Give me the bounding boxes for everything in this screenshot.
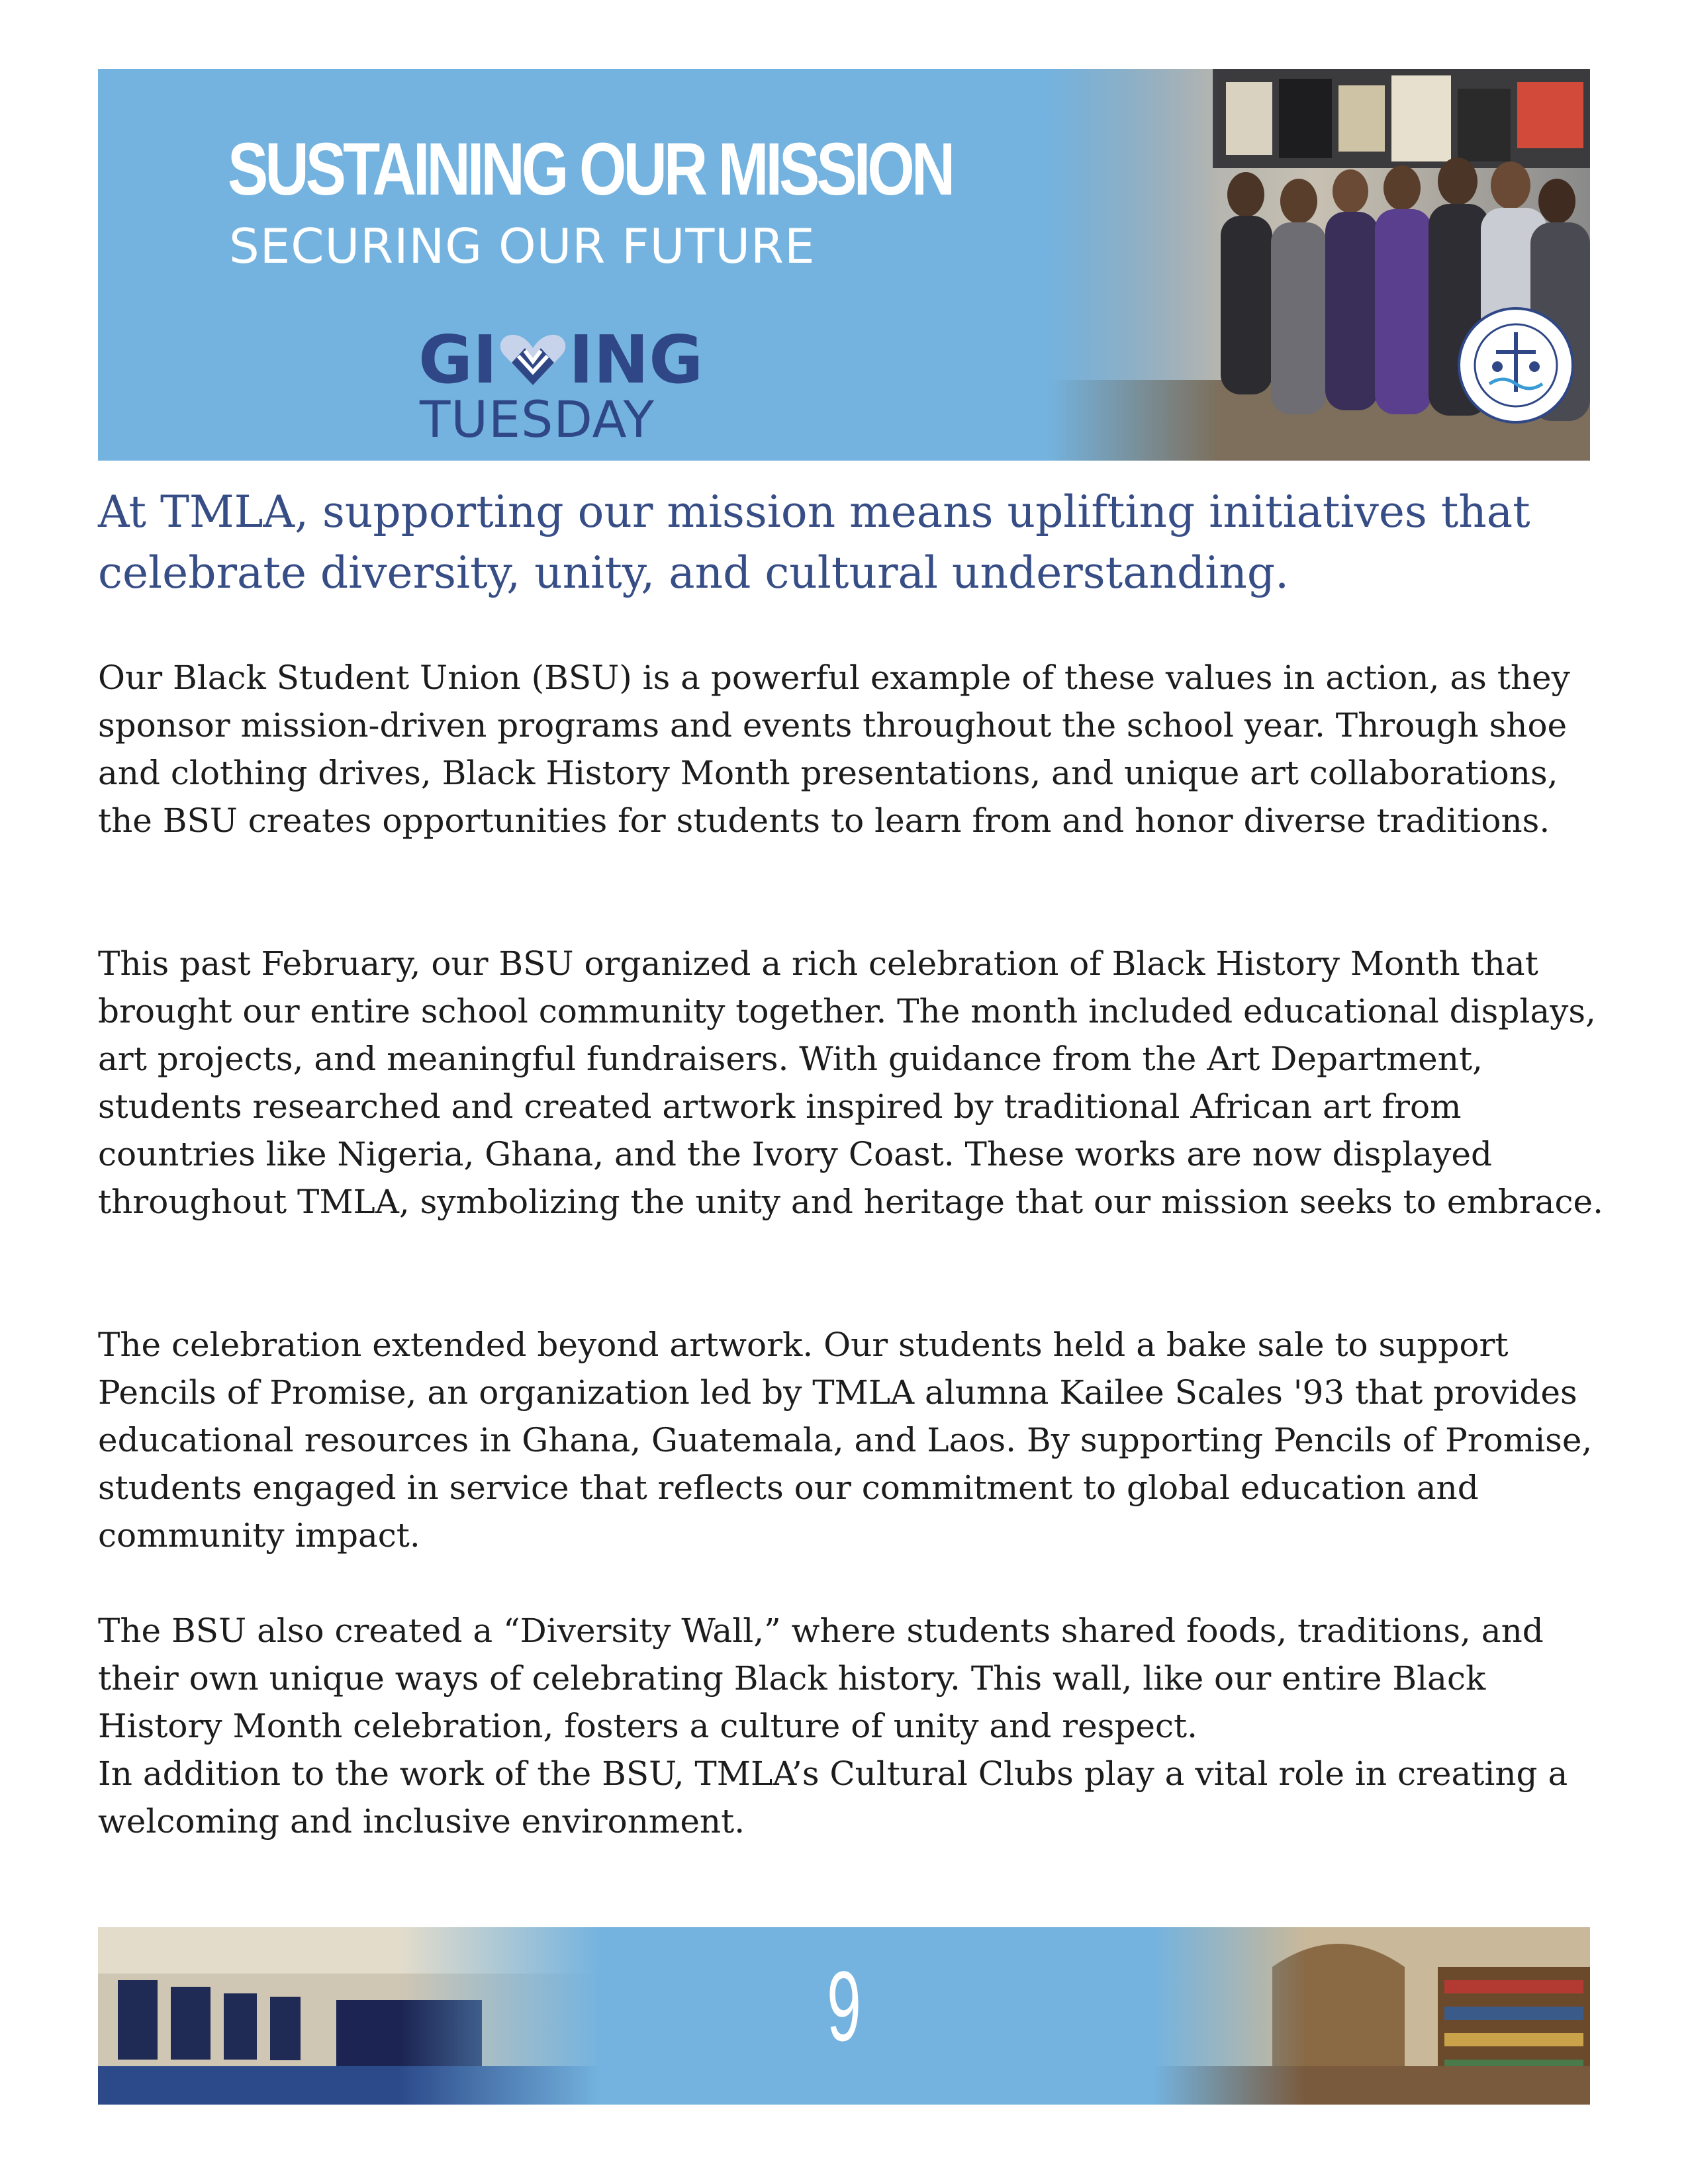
giving-text-ing: ING bbox=[569, 321, 704, 398]
heart-icon bbox=[498, 332, 567, 388]
library-photo bbox=[1153, 1927, 1590, 2105]
giving-tuesday-logo bbox=[418, 321, 704, 398]
banner-title: SUSTAINING OUR MISSION bbox=[228, 128, 953, 210]
footer-banner bbox=[98, 1927, 1590, 2105]
school-seal-icon bbox=[1456, 306, 1575, 425]
paragraph-black-history-month: This past February, our BSU organized a rich celebration of Black History Month that brought our entire school community together. The month included educational displays, art projects, and meaningful fundraisers. With guidance from the Art Department, students researched and created artwork inspired by traditional African art from countries like Nigeria, Ghana, and the Ivory Coast. These works are now displayed throughout TMLA, symbolizing the unity and heritage that our mission seeks to embrace. bbox=[98, 944, 1603, 1221]
giving-text-gi: GI bbox=[418, 321, 498, 398]
paragraph-bsu-intro: Our Black Student Union (BSU) is a powerful example of these values in action, as they sponsor mission-driven programs and events throughout the school year. Through shoe and clothing drives, Black History Month presentations, and unique art collaborations, the BSU creates opportunities for students to learn from and honor diverse traditions. bbox=[98, 659, 1570, 840]
header-banner bbox=[98, 69, 1590, 461]
paragraph-cultural-clubs: In addition to the work of the BSU, TMLA’s Cultural Clubs play a vital role in creating a welcoming and inclusive environment. bbox=[98, 1754, 1568, 1841]
giving-tuesday-text: TUESDAY bbox=[420, 390, 655, 449]
page-number: 9 bbox=[827, 1950, 861, 2062]
lead-statement: At TMLA, supporting our mission means uplifting initiatives that celebrate diversity, unity, and cultural understanding. bbox=[98, 486, 1530, 598]
paragraph-pencils-of-promise: The celebration extended beyond artwork. Our students held a bake sale to support Pencils of Promise, an organization led by TMLA alumna Kailee Scales '93 that provides educational resources in Ghana, Guatemala, and Laos. By supporting Pencils of Promise, students engaged in service that reflects our commitment to global education and community impact. bbox=[98, 1326, 1593, 1555]
paragraph-diversity-wall: The BSU also created a “Diversity Wall,” where students shared foods, traditions, and their own unique ways of celebrating Black history. This wall, like our entire Black History Month celebration, fosters a culture of unity and respect. bbox=[98, 1612, 1544, 1745]
banner-subtitle: SECURING OUR FUTURE bbox=[229, 218, 816, 274]
photo-fade bbox=[1047, 69, 1219, 461]
